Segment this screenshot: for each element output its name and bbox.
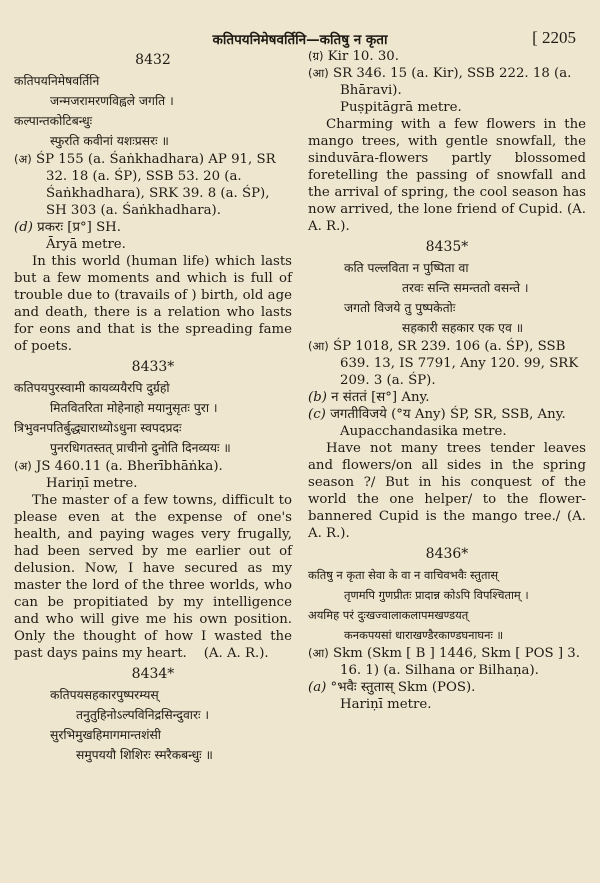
sources: (आ) ŚP 1018, SR 239. 106 (a. ŚP), SSB 639. 13, IS 7791, Any 120. 99, SRK 209. 3 (a. ŚP). [308,339,579,388]
metre: Hariṇī metre. [340,697,432,712]
metre: Puṣpitāgrā metre. [340,100,462,115]
verse-line: तृणमपि गुणप्रीतः प्रादान्न कोऽपि विपश्चिताम् । [344,588,529,602]
verse-line: कल्पान्तकोटिबन्धुः [14,114,93,128]
translation: The master of a few towns, difficult to please even at the expense of one's health, and paying wages very frugally, had been served by me earlier out of delusion. Now, I have secured as my master the lord of the three worlds, who can be propitiated by my intelligence and who will give me his own position. Only the thought of how I wasted the past days pains my heart. (A. A. R.). [14,493,292,661]
variant: (d) प्रकरः [प्र°] SH. [14,220,122,235]
verse-line: जगतो विजये तु पुष्पकेतोः [344,301,456,315]
running-header [14,0,586,48]
variant: (c) जगतीविजये (°य Any) ŚP, SR, SSB, Any. [308,407,566,422]
sources: (आ) SR 346. 15 (a. Kir), SSB 222. 18 (a. Bhāravi). [308,66,572,98]
metre: Āryā metre. [46,237,126,252]
verse-line: कति पल्लविता न पुष्पिता वा [344,261,469,275]
verse-line: कतिपयसहकारपुष्परम्यस् [50,688,159,702]
verse-line: अयमिह परं दुःखज्वालाकलापमखण्डयत् [308,608,469,622]
verse-line: त्रिभुवनपतिर्बुद्ध्याराध्योऽधुना स्वपदप्रदः [14,421,182,435]
verse-line: तरवः सन्ति समन्ततो वसन्ते । [402,281,529,295]
verse-line: कतिपयनिमेषवर्तिनि [14,74,100,88]
verse-line: समुपययौ शिशिरः स्मरैकबन्धुः ॥ [76,748,213,762]
metre: Aupacchandasika metre. [340,424,507,439]
translation: Have not many trees tender leaves and flowers/on all sides in the spring season ?/ But in his conquest of the world the one helper/ to the flower-bannered Cupid is the mango tree./ (A. A. R.). [308,441,586,541]
left-column [14,48,292,765]
page-number: [ 2205 [532,28,576,47]
verse-line: स्फुरति कवीनां यशःप्रसरः ॥ [50,134,169,148]
entry-number: 8432 [135,52,171,68]
verse-line: पुनरधिगतस्तत् प्राचीनो दुनोति दिनव्ययः ॥ [50,441,231,455]
entry-number: 8434* [131,666,175,682]
translation: Charming with a few flowers in the mango trees, with gentle snowfall, the sinduvāra-flowers partly blossomed foretelling the passing of snowfall and the arrival of spring, the cool season has now arrived, the lone friend of Cupid. (A. A. R.). [308,117,586,234]
metre: Hariṇī metre. [46,476,138,491]
entry-number: 8433* [131,359,175,375]
entry-number: 8436* [425,546,469,562]
header-title: कतिपयनिमेषवर्तिनि—कतिषु न कृता [212,32,388,48]
translation: In this world (human life) which lasts but a few moments and which is full of trouble due to (travails of ) birth, old age and death, there is a relation who lasts for eons and that is the spreading fame of poets. [14,254,292,354]
verse-line: सहकारी सहकार एक एव ॥ [402,321,524,335]
variant: (a) °भवैः स्तुतास् Skm (POS). [308,680,476,695]
verse-line: कनकपयसां धाराखण्डैरकाण्डघनाघनः ॥ [344,628,504,642]
verse-line: कतिपयपुरस्वामी कायव्ययैरपि दुर्ग्रहो [14,381,170,395]
variant: (b) न संततं [स°] Any. [308,390,430,405]
entry-number: 8435* [425,239,469,255]
right-column [308,48,586,765]
sources: (अ) JS 460.11 (a. Bherībhāṅka). [14,459,223,474]
sources: (अ) ŚP 155 (a. Śaṅkhadhara) AP 91, SR 32. 18 (a. ŚP), SSB 53. 20 (a. Śaṅkhadhara), SRK 39. 8 (a. ŚP), SH 303 (a. Śaṅkhadhara). [14,152,276,218]
verse-line: कतिषु न कृता सेवा के वा न वाचिवभवैः स्तुतास् [308,568,499,582]
sources: (ग्र) Kir 10. 30. [308,49,399,64]
sources: (आ) Skm (Skm [ B ] 1446, Skm [ POS ] 3. 16. 1) (a. Silhana or Bilhaṇa). [308,646,580,678]
verse-line: जन्मजरामरणविह्वले जगति । [50,94,174,108]
verse-line: मितवितरिता मोहेनाहो मयानुसृतः पुरा । [50,401,218,415]
verse-line: तनुतुहिनोऽल्पविनिद्रसिन्दुवारः । [76,708,210,722]
verse-line: सुरभिमुखहिमागमान्तशंसी [50,728,161,742]
